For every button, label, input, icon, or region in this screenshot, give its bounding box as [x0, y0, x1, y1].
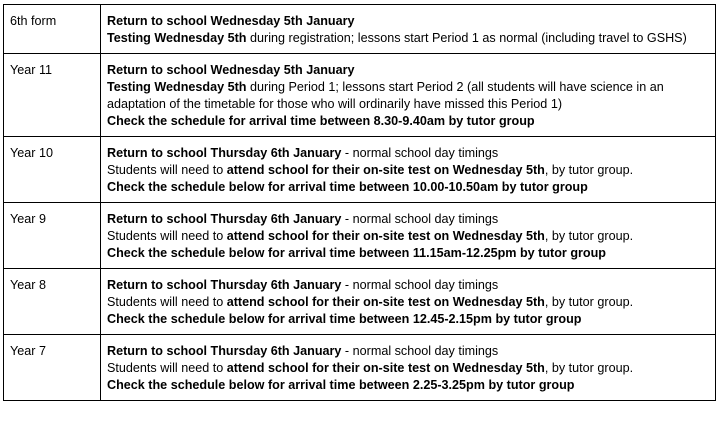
table-row — [4, 203, 716, 269]
testing-detail-text: during Period 1; lessons start Period 2 (all students will have science in an adaptation of the timetable for those who will ordinarily have missed this Period 1) — [107, 80, 664, 111]
testing-tail-text: , by tutor group. — [544, 163, 634, 177]
table-row — [4, 5, 716, 54]
schedule-text: Check the schedule below for arrival time between 12.45-2.15pm by tutor group — [107, 312, 582, 326]
return-date-line — [107, 145, 709, 162]
arrangements-cell — [101, 5, 716, 54]
timings-text: - normal school day timings — [341, 212, 499, 226]
year-group-cell — [4, 5, 101, 54]
arrangements-cell — [101, 335, 716, 401]
testing-tail-text: , by tutor group. — [544, 229, 634, 243]
return-date-line — [107, 62, 709, 79]
return-date-text: Return to school Wednesday 5th January — [107, 63, 355, 77]
schedule-text: Check the schedule for arrival time between 8.30-9.40am by tutor group — [107, 114, 535, 128]
testing-intro-text: Students will need to — [107, 229, 227, 243]
testing-date-text: attend school for their on-site test on Wednesday 5th — [226, 163, 545, 177]
testing-line — [107, 294, 709, 311]
arrangements-cell — [101, 137, 716, 203]
arrangements-cell — [101, 269, 716, 335]
return-date-text: Return to school Thursday 6th January — [107, 278, 342, 292]
year-group-label: Year 8 — [10, 278, 46, 292]
testing-line — [107, 162, 709, 179]
testing-line — [107, 360, 709, 377]
testing-intro-text: Students will need to — [107, 295, 227, 309]
testing-line — [107, 79, 709, 113]
year-group-label: Year 10 — [10, 146, 53, 160]
return-date-line — [107, 343, 709, 360]
testing-line — [107, 30, 709, 47]
testing-intro-text: Students will need to — [107, 163, 227, 177]
return-date-line — [107, 13, 709, 30]
schedule-text: Check the schedule below for arrival time between 10.00-10.50am by tutor group — [107, 180, 588, 194]
testing-detail-text: during registration; lessons start Period 1 as normal (including travel to GSHS) — [246, 31, 687, 45]
year-group-cell — [4, 269, 101, 335]
testing-tail-text: , by tutor group. — [544, 361, 634, 375]
testing-date-text: Testing Wednesday 5th — [107, 31, 247, 45]
year-group-label: Year 9 — [10, 212, 46, 226]
schedule-text: Check the schedule below for arrival time between 2.25-3.25pm by tutor group — [107, 378, 575, 392]
schedule-line — [107, 377, 709, 394]
year-group-label: Year 7 — [10, 344, 46, 358]
schedule-line — [107, 245, 709, 262]
testing-intro-text: Students will need to — [107, 361, 227, 375]
testing-date-text: Testing Wednesday 5th — [107, 80, 247, 94]
year-group-cell — [4, 203, 101, 269]
testing-date-text: attend school for their on-site test on Wednesday 5th — [226, 229, 545, 243]
timings-text: - normal school day timings — [341, 344, 499, 358]
testing-tail-text: , by tutor group. — [544, 295, 634, 309]
testing-date-text: attend school for their on-site test on Wednesday 5th — [226, 361, 545, 375]
return-date-line — [107, 277, 709, 294]
schedule-line — [107, 311, 709, 328]
year-group-cell — [4, 54, 101, 137]
return-date-text: Return to school Thursday 6th January — [107, 344, 342, 358]
return-date-text: Return to school Thursday 6th January — [107, 212, 342, 226]
year-group-label: Year 11 — [10, 63, 53, 77]
return-date-line — [107, 211, 709, 228]
table-row — [4, 335, 716, 401]
table-row — [4, 137, 716, 203]
schedule-text: Check the schedule below for arrival time between 11.15am-12.25pm by tutor group — [107, 246, 607, 260]
table-row — [4, 54, 716, 137]
testing-line — [107, 228, 709, 245]
arrangements-cell — [101, 203, 716, 269]
year-group-cell — [4, 137, 101, 203]
timings-text: - normal school day timings — [341, 146, 499, 160]
return-date-text: Return to school Wednesday 5th January — [107, 14, 355, 28]
return-schedule-table — [3, 4, 716, 401]
timings-text: - normal school day timings — [341, 278, 499, 292]
year-group-label: 6th form — [10, 14, 57, 28]
testing-date-text: attend school for their on-site test on Wednesday 5th — [226, 295, 545, 309]
schedule-line — [107, 179, 709, 196]
table-row — [4, 269, 716, 335]
arrangements-cell — [101, 54, 716, 137]
return-date-text: Return to school Thursday 6th January — [107, 146, 342, 160]
year-group-cell — [4, 335, 101, 401]
schedule-line — [107, 113, 709, 130]
